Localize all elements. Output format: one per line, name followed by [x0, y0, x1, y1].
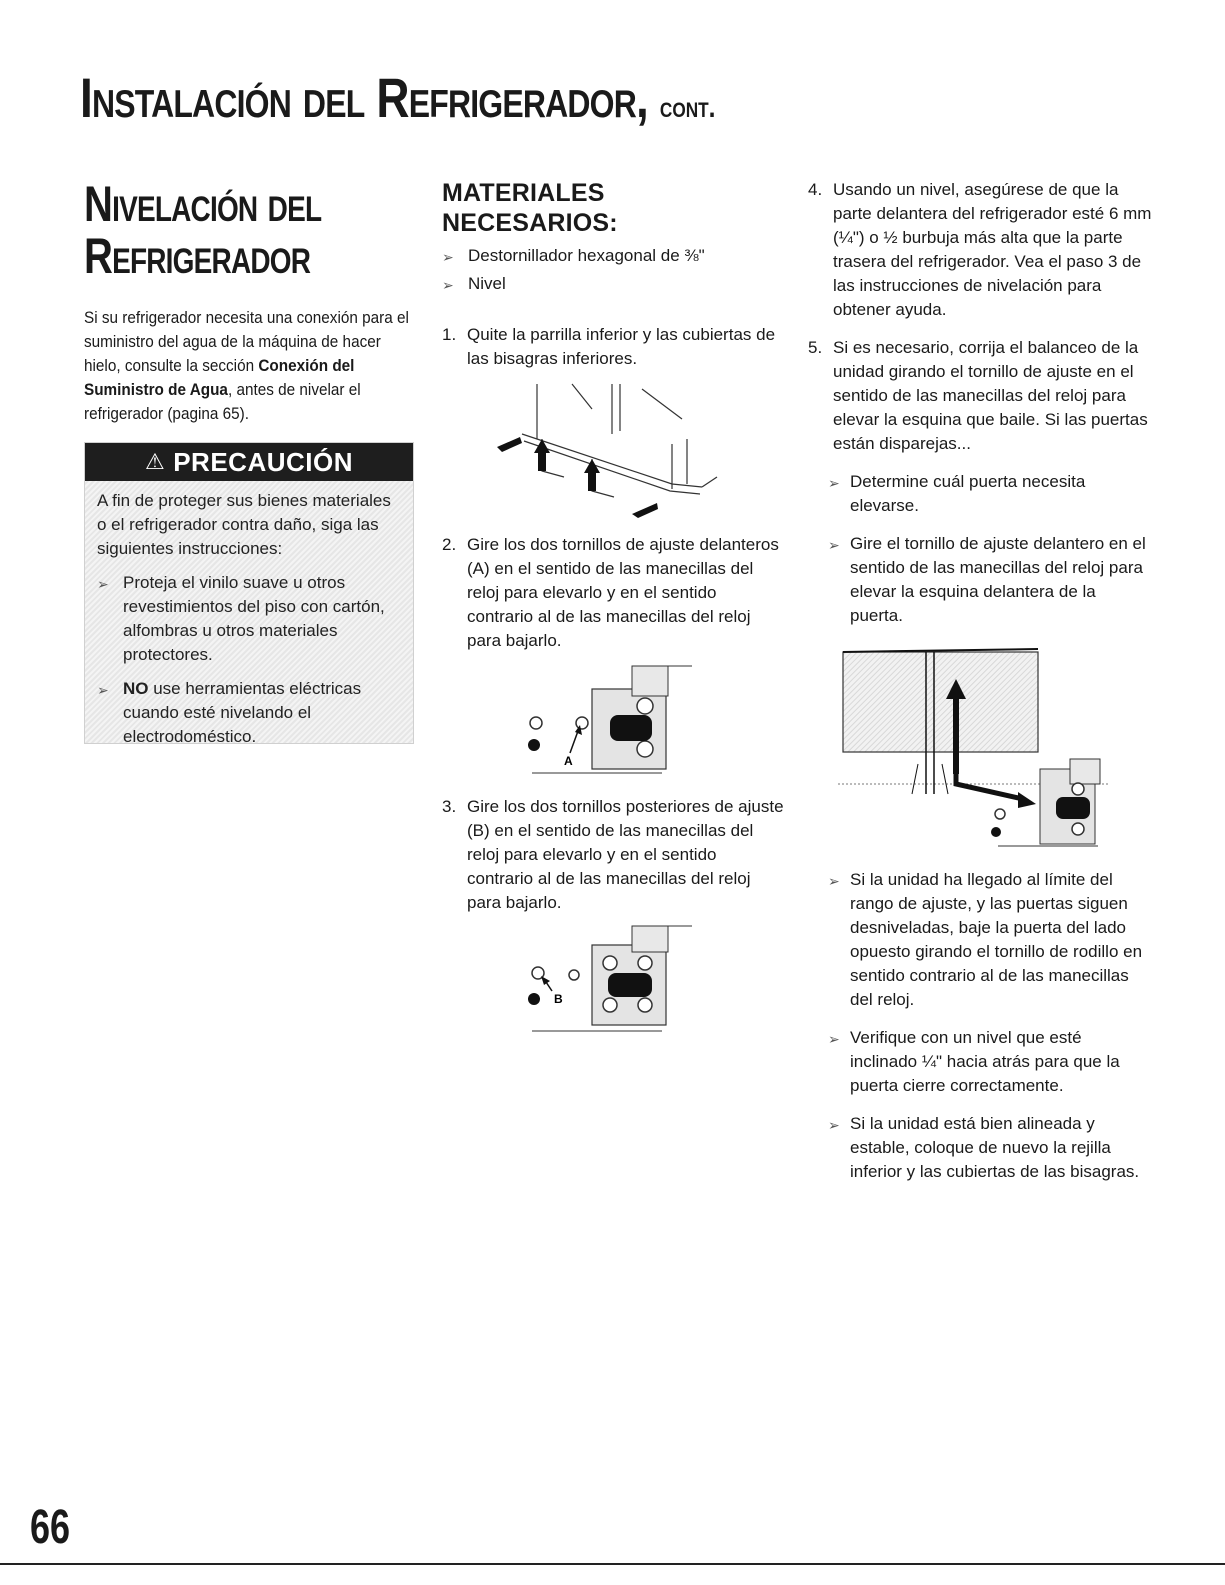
step-5-sub [808, 1112, 1153, 1184]
sub-text: Gire el tornillo de ajuste delantero en el sentido de las manecillas del reloj para elevar la esquina delantera de la puerta. [850, 534, 1146, 625]
step-5-sub [808, 532, 1153, 628]
label-a: A [564, 754, 573, 768]
caution-item [97, 677, 403, 749]
arrow-icon [632, 503, 658, 518]
step-number: 5. [808, 338, 823, 357]
warning-icon: ⚠ [144, 449, 166, 474]
intro-link-bold: Conexión del Suministro de Agua [84, 356, 355, 399]
page-title [80, 66, 966, 129]
caution-item [97, 571, 403, 667]
materials-item-text: Nivel [468, 274, 506, 293]
materials-item [442, 272, 787, 297]
materials-list [442, 244, 787, 297]
step-number: 3. [442, 797, 457, 816]
step-number: 2. [442, 535, 457, 554]
step-5-sub [808, 1026, 1153, 1098]
section-title-line1: Nivelación del [84, 176, 322, 232]
column-steps-continued [808, 178, 1153, 1184]
step-4 [808, 178, 1153, 322]
caution-item-text: Proteja el vinilo suave u otros revestimientos del piso con cartón, alfombras u otros materiales protectores. [123, 573, 385, 664]
sub-text: Verifique con un nivel que esté inclinado ¼" hacia atrás para que la puerta cierre correctamente. [850, 1028, 1120, 1095]
step-text: Gire los dos tornillos de ajuste delanteros (A) en el sentido de las manecillas del reloj para elevarlo y en el sentido contrario al de las manecillas del reloj para bajarlo. [467, 535, 779, 650]
leveling-intro [84, 306, 414, 426]
caution-intro: A fin de proteger sus bienes materiales o el refrigerador contra daño, siga las siguientes instrucciones: [97, 491, 391, 558]
step-5-sub [808, 868, 1153, 1012]
sub-text: Si la unidad ha llegado al límite del rango de ajuste, y las puertas siguen desniveladas, baje la puerta del lado opuesto girando el tornillo de rodillo en sentido contrario al de las manecillas del reloj. [850, 870, 1143, 1009]
step-number: 4. [808, 180, 823, 199]
column-leveling [84, 178, 414, 744]
arrow-bullet-icon: ➢ [828, 475, 840, 491]
caution-box [84, 442, 414, 744]
arrow-bullet-icon: ➢ [828, 1117, 840, 1133]
page-title-text: Instalación del Refrigerador, [80, 66, 648, 129]
page-number: 66 [30, 1501, 71, 1554]
step-1 [442, 323, 787, 371]
materials-title: MATERIALES NECESARIOS: [442, 179, 618, 237]
caution-header-label: PRECAUCIÓN [173, 446, 354, 477]
arrow-icon [497, 437, 522, 452]
step-text: Gire los dos tornillos posteriores de ajuste (B) en el sentido de las manecillas del reloj para elevarlo y en el sentido contrario al de las manecillas del reloj para bajarlo. [467, 797, 784, 912]
step-5 [808, 336, 1153, 456]
arrow-bullet-icon: ➢ [97, 682, 109, 698]
door-adjust-illustration [808, 644, 1108, 854]
section-title-leveling [84, 178, 348, 282]
sub-text: Determine cuál puerta necesita elevarse. [850, 472, 1086, 515]
caution-item-rest: use herramientas eléctricas cuando esté nivelando el electrodoméstico. [123, 679, 362, 746]
arrow-bullet-icon: ➢ [97, 576, 109, 592]
label-b: B [554, 992, 563, 1006]
caution-header [85, 443, 413, 481]
materials-item [442, 244, 787, 269]
step-2 [442, 533, 787, 653]
figure-door-adjust [808, 644, 1153, 854]
bottom-rule [0, 1563, 1225, 1565]
arrow-bullet-icon: ➢ [828, 1031, 840, 1047]
section-title-line2: Refrigerador [84, 228, 311, 284]
rear-screw-illustration [512, 923, 712, 1038]
caution-body [85, 481, 413, 749]
arrow-bullet-icon: ➢ [442, 277, 454, 293]
step-text: Si es necesario, corrija el balanceo de la unidad girando el tornillo de ajuste en el sentido de las manecillas del reloj para elevar la esquina que baile. Si las puertas están disparejas... [833, 338, 1148, 453]
materials-item-text: Destornillador hexagonal de ⅜" [468, 246, 705, 265]
grille-illustration [442, 379, 742, 519]
step-number: 1. [442, 325, 457, 344]
column-steps [442, 178, 787, 1038]
step-text: Quite la parrilla inferior y las cubiertas de las bisagras inferiores. [467, 325, 776, 368]
step-3 [442, 795, 787, 915]
arrow-bullet-icon: ➢ [828, 873, 840, 889]
intro-text: Si su refrigerador necesita una conexión para el suministro del agua de la máquina de hacer hielo, consulte la sección [84, 308, 409, 375]
intro-text-end: , antes de nivelar el refrigerador (pagina 65). [84, 380, 361, 423]
arrow-bullet-icon: ➢ [442, 249, 454, 265]
figure-rear-screw [512, 923, 787, 1038]
arrow-bullet-icon: ➢ [828, 537, 840, 553]
step-text: Usando un nivel, asegúrese de que la parte delantera del refrigerador esté 6 mm (¼") o ½ burbuja más alta que la parte trasera del refrigerador. Vea el paso 3 de las instrucciones de nivelación para obtener ayuda. [833, 180, 1152, 319]
figure-grille-removal [442, 379, 787, 519]
caution-item-text [123, 677, 403, 749]
step-5-sub [808, 470, 1153, 518]
caution-item-bold: NO [123, 679, 149, 698]
front-screw-illustration [512, 661, 712, 781]
sub-text: Si la unidad está bien alineada y estable, coloque de nuevo la rejilla inferior y las cubiertas de las bisagras. [850, 1114, 1140, 1181]
page-title-cont: cont. [659, 91, 716, 124]
figure-front-screw [512, 661, 787, 781]
